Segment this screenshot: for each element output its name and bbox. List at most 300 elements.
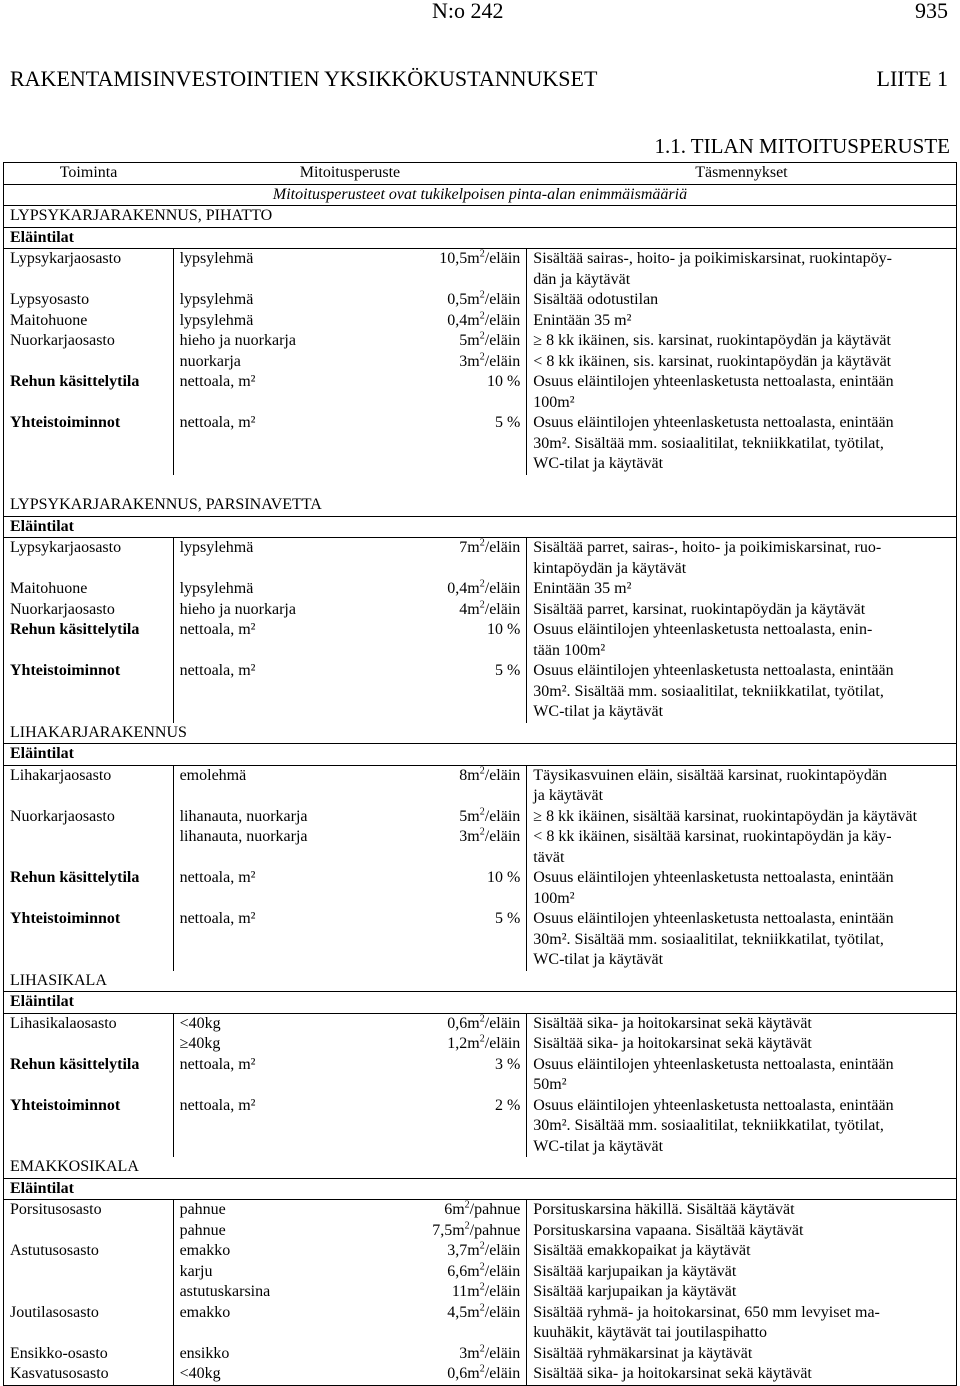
value-number: 2 % xyxy=(494,1096,521,1114)
cell-value xyxy=(423,1364,527,1385)
table-row xyxy=(4,1262,957,1283)
cell-value xyxy=(423,868,527,889)
cell-value xyxy=(423,1344,527,1365)
table-row xyxy=(4,786,957,807)
cell-toiminta xyxy=(4,702,174,723)
cell-mitoitusperuste: lihanauta, nuorkarja xyxy=(173,807,423,828)
section-heading: LYPSYKARJARAKENNUS, PIHATTO xyxy=(4,206,957,228)
cell-tasmennykset: Sisältää sika- ja hoitokarsinat sekä käytävät xyxy=(527,1364,957,1385)
cell-toiminta: Ensikko-osasto xyxy=(4,1344,174,1365)
table-row xyxy=(4,1096,957,1117)
cell-tasmennykset: dän ja käytävät xyxy=(527,270,957,291)
value-unit: /eläin xyxy=(484,600,521,618)
table-row xyxy=(4,1282,957,1303)
cell-tasmennykset: Osuus eläintilojen yhteenlasketusta nettoalasta, enintään xyxy=(527,1096,957,1117)
cell-toiminta xyxy=(4,393,174,414)
value-exponent: 2 xyxy=(479,599,485,611)
cell-toiminta xyxy=(4,1282,174,1303)
value-unit: /eläin xyxy=(484,1303,521,1321)
cell-value xyxy=(423,1282,527,1303)
cell-toiminta xyxy=(4,1075,174,1096)
table-row xyxy=(4,559,957,580)
cell-toiminta: Nuorkarjaosasto xyxy=(4,600,174,621)
cell-value xyxy=(423,454,527,475)
cell-tasmennykset: 30m². Sisältää mm. sosiaalitilat, tekniikkatilat, työtilat, xyxy=(527,1116,957,1137)
section-heading: LYPSYKARJARAKENNUS, PARSINAVETTA xyxy=(4,495,957,516)
page-number: 935 xyxy=(915,0,948,23)
section-heading: LIHASIKALA xyxy=(4,971,957,992)
value-number: 5m xyxy=(459,332,480,349)
table-row xyxy=(4,372,957,393)
table-row xyxy=(4,1137,957,1158)
cell-tasmennykset: Sisältää sairas-, hoito- ja poikimiskarsinat, ruokintapöy- xyxy=(527,249,957,270)
cell-tasmennykset: 30m². Sisältää mm. sosiaalitilat, tekniikkatilat, työtilat, xyxy=(527,930,957,951)
table-row xyxy=(4,807,957,828)
cell-tasmennykset: Enintään 35 m² xyxy=(527,579,957,600)
section-title: 1.1. TILAN MITOITUSPERUSTE xyxy=(654,134,950,158)
table-row xyxy=(4,454,957,475)
value-exponent: 2 xyxy=(479,765,485,777)
cell-value xyxy=(423,434,527,455)
cell-mitoitusperuste: <40kg xyxy=(173,1364,423,1385)
value-unit: /eläin xyxy=(484,291,521,308)
table-row xyxy=(4,579,957,600)
value-number: 3m xyxy=(459,828,480,845)
table-row xyxy=(4,413,957,434)
cell-toiminta: Maitohuone xyxy=(4,579,174,600)
cell-tasmennykset: 100m² xyxy=(527,889,957,910)
value-unit: /eläin xyxy=(484,332,521,349)
cell-mitoitusperuste: nettoala, m² xyxy=(173,661,423,682)
cell-tasmennykset: ≥ 8 kk ikäinen, sis. karsinat, ruokintapöydän ja käytävät xyxy=(527,331,957,352)
value-number: 0,6m xyxy=(447,1365,480,1382)
cell-toiminta: Maitohuone xyxy=(4,311,174,332)
table-row xyxy=(4,1116,957,1137)
value-exponent: 2 xyxy=(479,330,485,342)
table-row xyxy=(4,702,957,723)
cell-value xyxy=(423,413,527,434)
value-number: 1,2m xyxy=(447,1035,480,1052)
cell-tasmennykset: 30m². Sisältää mm. sosiaalitilat, tekniikkatilat, työtilat, xyxy=(527,434,957,455)
cell-value xyxy=(423,1241,527,1262)
table-row xyxy=(4,1364,957,1385)
cell-toiminta xyxy=(4,786,174,807)
cell-mitoitusperuste: emakko xyxy=(173,1303,423,1324)
cell-value xyxy=(423,827,527,848)
cell-mitoitusperuste: lypsylehmä xyxy=(173,249,423,270)
cell-tasmennykset: WC-tilat ja käytävät xyxy=(527,1137,957,1158)
value-exponent: 2 xyxy=(479,806,485,818)
table-header-row xyxy=(4,163,957,185)
cell-mitoitusperuste xyxy=(173,786,423,807)
cell-value xyxy=(423,1303,527,1324)
cell-tasmennykset: ≥ 8 kk ikäinen, sisältää karsinat, ruokintapöydän ja käytävät xyxy=(527,807,957,828)
cell-mitoitusperuste: nettoala, m² xyxy=(173,413,423,434)
table-row xyxy=(4,600,957,621)
value-unit: /pahnue xyxy=(469,1201,521,1218)
value-exponent: 2 xyxy=(479,289,485,301)
page-header xyxy=(0,0,960,28)
value-unit: /eläin xyxy=(484,807,521,825)
cell-toiminta xyxy=(4,930,174,951)
cell-tasmennykset: Sisältää karjupaikan ja käytävät xyxy=(527,1262,957,1283)
table-row xyxy=(4,331,957,352)
cell-mitoitusperuste xyxy=(173,1323,423,1344)
cell-toiminta: Rehun käsittelytila xyxy=(4,620,174,641)
value-number: 5m xyxy=(459,807,480,825)
table-row xyxy=(4,765,957,786)
cell-tasmennykset: WC-tilat ja käytävät xyxy=(527,702,957,723)
cell-mitoitusperuste: emakko xyxy=(173,1241,423,1262)
cell-value xyxy=(423,1200,527,1221)
cell-value xyxy=(423,1221,527,1242)
value-exponent: 2 xyxy=(479,1033,485,1045)
subsection-heading: Eläintilat xyxy=(4,1178,957,1200)
cell-value xyxy=(423,1013,527,1034)
cell-mitoitusperuste: nuorkarja xyxy=(173,352,423,373)
cell-value xyxy=(423,765,527,786)
subsection-heading: Eläintilat xyxy=(4,744,957,766)
value-exponent: 2 xyxy=(479,1240,485,1252)
table-row xyxy=(4,641,957,662)
cell-mitoitusperuste: lypsylehmä xyxy=(173,290,423,311)
table-row xyxy=(4,270,957,291)
value-number: 5 % xyxy=(494,414,521,431)
cell-toiminta xyxy=(4,434,174,455)
value-unit: /eläin xyxy=(484,250,521,267)
table-row xyxy=(4,1303,957,1324)
cell-value xyxy=(423,930,527,951)
cell-mitoitusperuste: pahnue xyxy=(173,1221,423,1242)
subsection-heading: Eläintilat xyxy=(4,992,957,1014)
cell-tasmennykset: Osuus eläintilojen yhteenlasketusta nettoalasta, enintään xyxy=(527,661,957,682)
cell-toiminta: Lypsykarjaosasto xyxy=(4,538,174,559)
table-row xyxy=(4,1075,957,1096)
cell-mitoitusperuste: hieho ja nuorkarja xyxy=(173,600,423,621)
cell-value xyxy=(423,249,527,270)
cell-value xyxy=(423,786,527,807)
value-exponent: 2 xyxy=(479,1363,485,1375)
cell-toiminta: Porsitusosasto xyxy=(4,1200,174,1221)
cell-toiminta: Yhteistoiminnot xyxy=(4,661,174,682)
value-number: 6,6m xyxy=(447,1262,480,1280)
value-number: 10 % xyxy=(486,621,521,638)
dimensioning-table xyxy=(3,162,957,1386)
cell-mitoitusperuste: emolehmä xyxy=(173,765,423,786)
cell-mitoitusperuste xyxy=(173,1075,423,1096)
cell-value xyxy=(423,1262,527,1283)
cell-mitoitusperuste: nettoala, m² xyxy=(173,372,423,393)
value-exponent: 2 xyxy=(479,578,485,590)
value-number: 3 % xyxy=(494,1055,521,1073)
cell-toiminta xyxy=(4,848,174,869)
value-exponent: 2 xyxy=(479,1281,485,1293)
cell-toiminta: Lypsyosasto xyxy=(4,290,174,311)
cell-tasmennykset: Sisältää sika- ja hoitokarsinat sekä käytävät xyxy=(527,1013,957,1034)
table-row xyxy=(4,1241,957,1262)
table-row xyxy=(4,848,957,869)
cell-value xyxy=(423,538,527,559)
cell-tasmennykset: Osuus eläintilojen yhteenlasketusta nettoalasta, enintään xyxy=(527,909,957,930)
cell-mitoitusperuste: karju xyxy=(173,1262,423,1283)
cell-tasmennykset: Sisältää karjupaikan ja käytävät xyxy=(527,1282,957,1303)
cell-tasmennykset: Osuus eläintilojen yhteenlasketusta nettoalasta, enintään xyxy=(527,372,957,393)
cell-tasmennykset: Täysikasvuinen eläin, sisältää karsinat, ruokintapöydän xyxy=(527,765,957,786)
value-number: 4m xyxy=(459,600,480,618)
cell-tasmennykset: Enintään 35 m² xyxy=(527,311,957,332)
value-exponent: 2 xyxy=(464,1220,470,1232)
table-row xyxy=(4,352,957,373)
cell-toiminta: Yhteistoiminnot xyxy=(4,413,174,434)
cell-value xyxy=(423,702,527,723)
cell-mitoitusperuste xyxy=(173,930,423,951)
table-row xyxy=(4,1013,957,1034)
cell-mitoitusperuste xyxy=(173,889,423,910)
value-number: 3m xyxy=(459,1344,480,1362)
cell-mitoitusperuste: hieho ja nuorkarja xyxy=(173,331,423,352)
table-row xyxy=(4,1055,957,1076)
cell-tasmennykset: 30m². Sisältää mm. sosiaalitilat, tekniikkatilat, työtilat, xyxy=(527,682,957,703)
cell-tasmennykset: WC-tilat ja käytävät xyxy=(527,950,957,971)
value-number: 10 % xyxy=(486,373,521,390)
table-row xyxy=(4,868,957,889)
cell-mitoitusperuste xyxy=(173,559,423,580)
cell-tasmennykset: < 8 kk ikäinen, sisältää karsinat, ruokintapöydän ja käy- xyxy=(527,827,957,848)
cell-toiminta: Joutilasosasto xyxy=(4,1303,174,1324)
value-unit: /eläin xyxy=(484,311,521,329)
appendix-label: LIITE 1 xyxy=(876,66,948,91)
cell-value xyxy=(423,641,527,662)
cell-mitoitusperuste: ≥40kg xyxy=(173,1034,423,1055)
value-unit: /eläin xyxy=(484,1365,521,1382)
value-number: 3m xyxy=(459,352,480,370)
value-unit: /eläin xyxy=(484,1035,521,1052)
cell-value xyxy=(423,620,527,641)
cell-toiminta xyxy=(4,1137,174,1158)
table-row xyxy=(4,227,957,249)
table-row xyxy=(4,290,957,311)
cell-value xyxy=(423,1075,527,1096)
value-exponent: 2 xyxy=(479,351,485,363)
cell-tasmennykset: kintapöydän ja käytävät xyxy=(527,559,957,580)
table-row xyxy=(4,909,957,930)
cell-tasmennykset: Sisältää ryhmäkarsinat ja käytävät xyxy=(527,1344,957,1365)
cell-mitoitusperuste xyxy=(173,950,423,971)
value-number: 0,4m xyxy=(447,311,480,329)
subsection-heading: Eläintilat xyxy=(4,227,957,249)
cell-toiminta xyxy=(4,270,174,291)
cell-value xyxy=(423,1055,527,1076)
cell-tasmennykset: Osuus eläintilojen yhteenlasketusta nettoalasta, enintään xyxy=(527,868,957,889)
cell-tasmennykset: Sisältää emakkopaikat ja käytävät xyxy=(527,1241,957,1262)
cell-tasmennykset: WC-tilat ja käytävät xyxy=(527,454,957,475)
cell-tasmennykset: Osuus eläintilojen yhteenlasketusta nettoalasta, enintään xyxy=(527,413,957,434)
subheader-note: Mitoitusperusteet ovat tukikelpoisen pinta-alan enimmäismääriä xyxy=(4,184,957,206)
cell-tasmennykset: Sisältää odotustilan xyxy=(527,290,957,311)
cell-toiminta: Rehun käsittelytila xyxy=(4,1055,174,1076)
value-exponent: 2 xyxy=(479,1261,485,1273)
value-unit: /pahnue xyxy=(469,1221,521,1239)
value-unit: /eläin xyxy=(484,539,521,556)
cell-value xyxy=(423,661,527,682)
value-number: 0,6m xyxy=(447,1014,480,1032)
table-row xyxy=(4,889,957,910)
value-unit: /eläin xyxy=(484,1262,521,1280)
value-exponent: 2 xyxy=(479,1343,485,1355)
table-row xyxy=(4,495,957,516)
cell-toiminta xyxy=(4,682,174,703)
table-row xyxy=(4,1200,957,1221)
cell-mitoitusperuste: lypsylehmä xyxy=(173,311,423,332)
cell-toiminta xyxy=(4,1116,174,1137)
cell-value xyxy=(423,393,527,414)
cell-mitoitusperuste: nettoala, m² xyxy=(173,620,423,641)
table-row xyxy=(4,249,957,270)
table-row xyxy=(4,1034,957,1055)
cell-value xyxy=(423,600,527,621)
table-row xyxy=(4,311,957,332)
cell-toiminta: Yhteistoiminnot xyxy=(4,1096,174,1117)
cell-value xyxy=(423,352,527,373)
value-number: 8m xyxy=(459,766,480,784)
table-row xyxy=(4,661,957,682)
cell-tasmennykset: 50m² xyxy=(527,1075,957,1096)
cell-tasmennykset: Sisältää sika- ja hoitokarsinat sekä käytävät xyxy=(527,1034,957,1055)
cell-mitoitusperuste: lihanauta, nuorkarja xyxy=(173,827,423,848)
table-row xyxy=(4,1178,957,1200)
value-unit: /eläin xyxy=(484,352,521,370)
value-unit: /eläin xyxy=(484,766,521,784)
cell-toiminta xyxy=(4,454,174,475)
value-unit: /eläin xyxy=(484,1014,521,1032)
table-row xyxy=(4,620,957,641)
value-exponent: 2 xyxy=(479,1013,485,1025)
value-unit: /eläin xyxy=(484,1283,521,1300)
table-row xyxy=(4,206,957,228)
cell-toiminta xyxy=(4,641,174,662)
cell-tasmennykset: Sisältää parret, sairas-, hoito- ja poikimiskarsinat, ruo- xyxy=(527,538,957,559)
table-row xyxy=(4,950,957,971)
cell-mitoitusperuste: <40kg xyxy=(173,1013,423,1034)
value-number: 3,7m xyxy=(447,1242,480,1259)
cell-mitoitusperuste xyxy=(173,702,423,723)
cell-mitoitusperuste: astutuskarsina xyxy=(173,1282,423,1303)
table-row xyxy=(4,682,957,703)
value-number: 10,5m xyxy=(439,250,480,267)
cell-toiminta: Astutusosasto xyxy=(4,1241,174,1262)
value-exponent: 2 xyxy=(479,826,485,838)
cell-value xyxy=(423,1096,527,1117)
table-row xyxy=(4,516,957,538)
cell-value xyxy=(423,848,527,869)
cell-tasmennykset: kuuhäkit, käytävät tai joutilaspihatto xyxy=(527,1323,957,1344)
subsection-heading: Eläintilat xyxy=(4,516,957,538)
cell-mitoitusperuste xyxy=(173,454,423,475)
column-header-mitoitusperuste: Mitoitusperuste xyxy=(173,163,527,185)
cell-toiminta: Rehun käsittelytila xyxy=(4,868,174,889)
cell-value xyxy=(423,1034,527,1055)
blank-row xyxy=(4,475,957,496)
cell-mitoitusperuste: nettoala, m² xyxy=(173,1096,423,1117)
cell-toiminta: Lihasikalaosasto xyxy=(4,1013,174,1034)
cell-toiminta: Nuorkarjaosasto xyxy=(4,331,174,352)
cell-value xyxy=(423,331,527,352)
value-number: 0,5m xyxy=(447,291,480,308)
value-number: 0,4m xyxy=(447,580,480,597)
cell-value xyxy=(423,807,527,828)
cell-toiminta xyxy=(4,559,174,580)
cell-value xyxy=(423,270,527,291)
cell-mitoitusperuste xyxy=(173,848,423,869)
value-unit: /eläin xyxy=(484,580,521,597)
cell-toiminta xyxy=(4,352,174,373)
cell-mitoitusperuste xyxy=(173,434,423,455)
cell-mitoitusperuste xyxy=(173,393,423,414)
cell-mitoitusperuste: nettoala, m² xyxy=(173,909,423,930)
table-row xyxy=(4,475,957,496)
table-row xyxy=(4,393,957,414)
value-number: 10 % xyxy=(486,869,521,886)
cell-value xyxy=(423,909,527,930)
table-row xyxy=(4,723,957,744)
table-row xyxy=(4,1157,957,1178)
column-header-tasmennykset: Täsmennykset xyxy=(527,163,957,185)
cell-tasmennykset: Osuus eläintilojen yhteenlasketusta nettoalasta, enintään xyxy=(527,1055,957,1076)
table-row xyxy=(4,1344,957,1365)
value-unit: /eläin xyxy=(484,1242,521,1259)
cell-tasmennykset: < 8 kk ikäinen, sis. karsinat, ruokintapöydän ja käytävät xyxy=(527,352,957,373)
table-row xyxy=(4,538,957,559)
cell-tasmennykset: Osuus eläintilojen yhteenlasketusta nettoalasta, enin- xyxy=(527,620,957,641)
cell-toiminta xyxy=(4,827,174,848)
issue-number: N:o 242 xyxy=(432,0,504,23)
cell-mitoitusperuste: ensikko xyxy=(173,1344,423,1365)
value-exponent: 2 xyxy=(464,1199,470,1211)
cell-value xyxy=(423,1137,527,1158)
value-unit: /eläin xyxy=(484,1344,521,1362)
value-exponent: 2 xyxy=(479,310,485,322)
value-number: 5 % xyxy=(494,662,521,679)
table-row xyxy=(4,434,957,455)
cell-toiminta xyxy=(4,1221,174,1242)
cell-mitoitusperuste xyxy=(173,1137,423,1158)
cell-tasmennykset: ja käytävät xyxy=(527,786,957,807)
cell-mitoitusperuste: lypsylehmä xyxy=(173,579,423,600)
cell-value xyxy=(423,682,527,703)
cell-toiminta: Lihakarjaosasto xyxy=(4,765,174,786)
cell-toiminta: Lypsykarjaosasto xyxy=(4,249,174,270)
table-row xyxy=(4,744,957,766)
cell-toiminta xyxy=(4,1034,174,1055)
cell-mitoitusperuste: lypsylehmä xyxy=(173,538,423,559)
cell-toiminta: Rehun käsittelytila xyxy=(4,372,174,393)
table-row xyxy=(4,827,957,848)
value-exponent: 2 xyxy=(479,248,485,260)
section-heading: LIHAKARJARAKENNUS xyxy=(4,723,957,744)
table-subheader-row xyxy=(4,184,957,206)
cell-tasmennykset: Sisältää parret, karsinat, ruokintapöydän ja käytävät xyxy=(527,600,957,621)
cell-tasmennykset: Porsituskarsina vapaana. Sisältää käytävät xyxy=(527,1221,957,1242)
cell-value xyxy=(423,889,527,910)
value-number: 4,5m xyxy=(447,1303,480,1321)
cell-value xyxy=(423,1323,527,1344)
cell-tasmennykset: tävät xyxy=(527,848,957,869)
value-number: 7,5m xyxy=(432,1221,465,1239)
value-number: 5 % xyxy=(494,910,521,927)
cell-toiminta xyxy=(4,1262,174,1283)
cell-value xyxy=(423,579,527,600)
cell-value xyxy=(423,311,527,332)
